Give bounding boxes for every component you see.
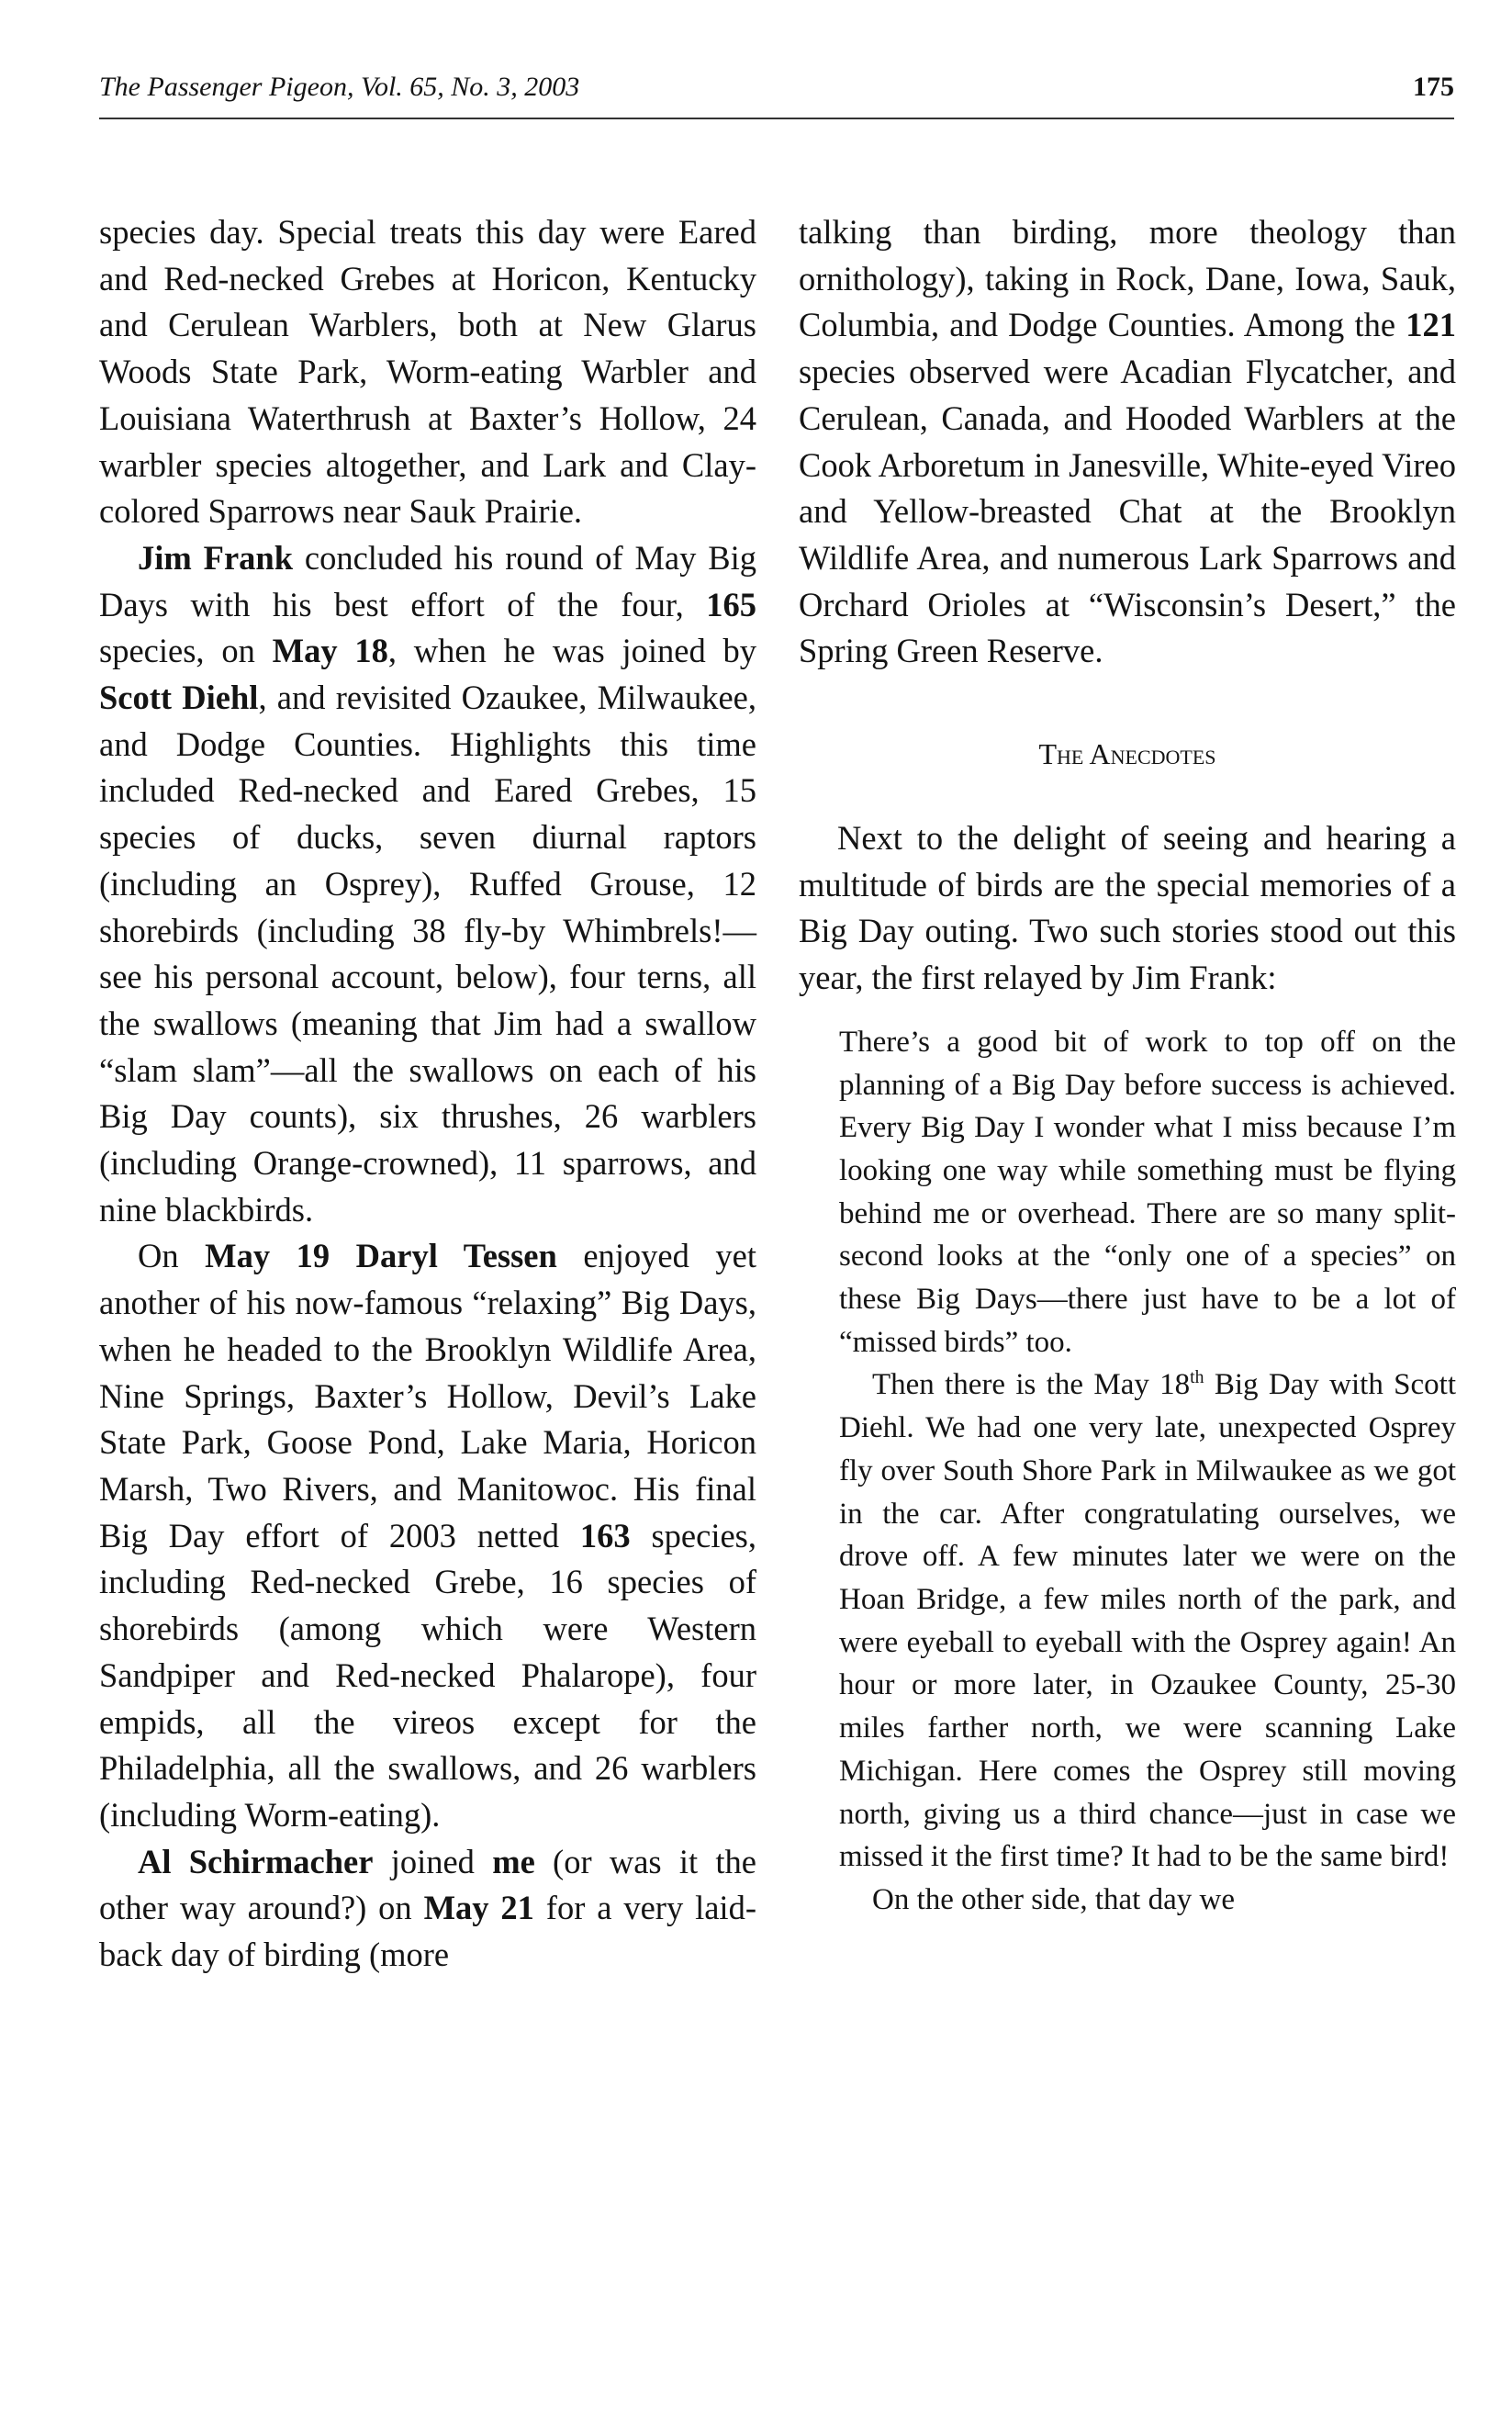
date: May 18 bbox=[272, 632, 388, 670]
section-heading: The Anecdotes bbox=[1038, 737, 1216, 771]
observer-name: me bbox=[492, 1842, 535, 1880]
observer-name: Scott Diehl bbox=[99, 679, 259, 717]
paragraph: Next to the delight of seeing and hearing a multitude of birds are the special memories of a Big Day outing. Two such stories stood out this year, the first relayed by Jim Frank: bbox=[799, 819, 1456, 997]
paragraph: Al Schirmacher joined me (or was it the other way around?) on May 21 for a very laid-back day of birding (more bbox=[99, 1842, 756, 1974]
quote-paragraph: On the other side, that day we bbox=[872, 1882, 1235, 1916]
paragraph: talking than birding, more theology than ornithology), taking in Rock, Dane, Iowa, Sauk, Columbia, and Dodge Counties. Among the 121 species observed were Acadian Flycatcher, and Cerulean, Canada, and Hooded Warblers at the Cook Arboretum in Janesville, White-eyed Vireo and Yellow-breasted Chat at the Brooklyn Wildlife Area, and numerous Lark Sparrows and Orchard Orioles at “Wisconsin’s Desert,” the Spring Green Reserve. bbox=[799, 213, 1456, 670]
right-column bbox=[799, 209, 1456, 1922]
journal-running-title: The Passenger Pigeon, Vol. 65, No. 3, 2003 bbox=[99, 72, 580, 102]
date: May 21 bbox=[423, 1889, 534, 1927]
species-count: 165 bbox=[706, 585, 756, 623]
paragraph: On May 19 Daryl Tessen enjoyed yet another of his now-famous “relaxing” Big Days, when he headed to the Brooklyn Wildlife Area, Nine Springs, Baxter’s Hollow, Devil’s Lake State Park, Goose Pond, Lake Maria, Horicon Marsh, Two Rivers, and Manitowoc. His final Big Day effort of 2003 netted 163 species, including Red-necked Grebe, 16 species of shorebirds (among which were Western Sandpiper and Red-necked Phalarope), four empids, all the vireos except for the Philadelphia, all the swallows, and 26 warblers (including Worm-eating). bbox=[99, 1237, 757, 1834]
species-count: 121 bbox=[1406, 306, 1456, 344]
quote-paragraph: There’s a good bit of work to top off on the planning of a Big Day before success is achieved. Every Big Day I wonder what I miss because I’m looking one way while something must be flying behind me or overhead. There are so many split-second looks at the “only one of a species” on these Big Days—there just have to be a lot of “missed birds” too. bbox=[839, 1025, 1456, 1359]
observer-name: Jim Frank bbox=[138, 538, 294, 577]
block-quote bbox=[839, 1021, 1456, 1922]
quote-paragraph: Then there is the May 18th Big Day with Scott Diehl. We had one very late, unexpected Osprey fly over South Shore Park in Milwaukee as we got in the car. After congratulating ourselves, we drove off. A few minutes later we were on the Hoan Bridge, a few miles north of the park, and were eyeball to eyeball with the Osprey again! An hour or more later, in Ozaukee County, 25-30 miles farther north, we were scanning Lake Michigan. Here comes the Osprey still moving north, giving us a third chance—just in case we missed it the first time? It had to be the same bird! bbox=[839, 1367, 1456, 1874]
left-column bbox=[99, 209, 756, 1979]
paragraph: species day. Special treats this day were Eared and Red-necked Grebes at Horicon, Kentucky and Cerulean Warblers, both at New Glarus Woods State Park, Worm-eating Warbler and Louisiana Waterthrush at Baxter’s Hollow, 24 warbler species altogether, and Lark and Clay-colored Sparrows near Sauk Prairie. bbox=[99, 213, 756, 531]
paragraph: Jim Frank concluded his round of May Big Days with his best effort of the four, 165 species, on May 18, when he was joined by Scott Diehl, and revisited Ozaukee, Milwaukee, and Dodge Counties. Highlights this time included Red-necked and Eared Grebes, 15 species of ducks, seven diurnal raptors (including an Osprey), Ruffed Grouse, 12 shorebirds (including 38 fly-by Whimbrels!—see his personal account, below), four terns, all the swallows (meaning that Jim had a swallow “slam slam”—all the swallows on each of his Big Day counts), six thrushes, 26 warblers (including Orange-crowned), 11 sparrows, and nine blackbirds. bbox=[99, 538, 756, 1229]
species-count: 163 bbox=[579, 1516, 631, 1554]
date-and-observer: May 19 Daryl Tessen bbox=[205, 1237, 557, 1275]
observer-name: Al Schirmacher bbox=[138, 1842, 374, 1880]
running-header bbox=[99, 66, 1454, 119]
ordinal-suffix: th bbox=[1190, 1367, 1204, 1388]
page-number: 175 bbox=[1413, 72, 1454, 102]
